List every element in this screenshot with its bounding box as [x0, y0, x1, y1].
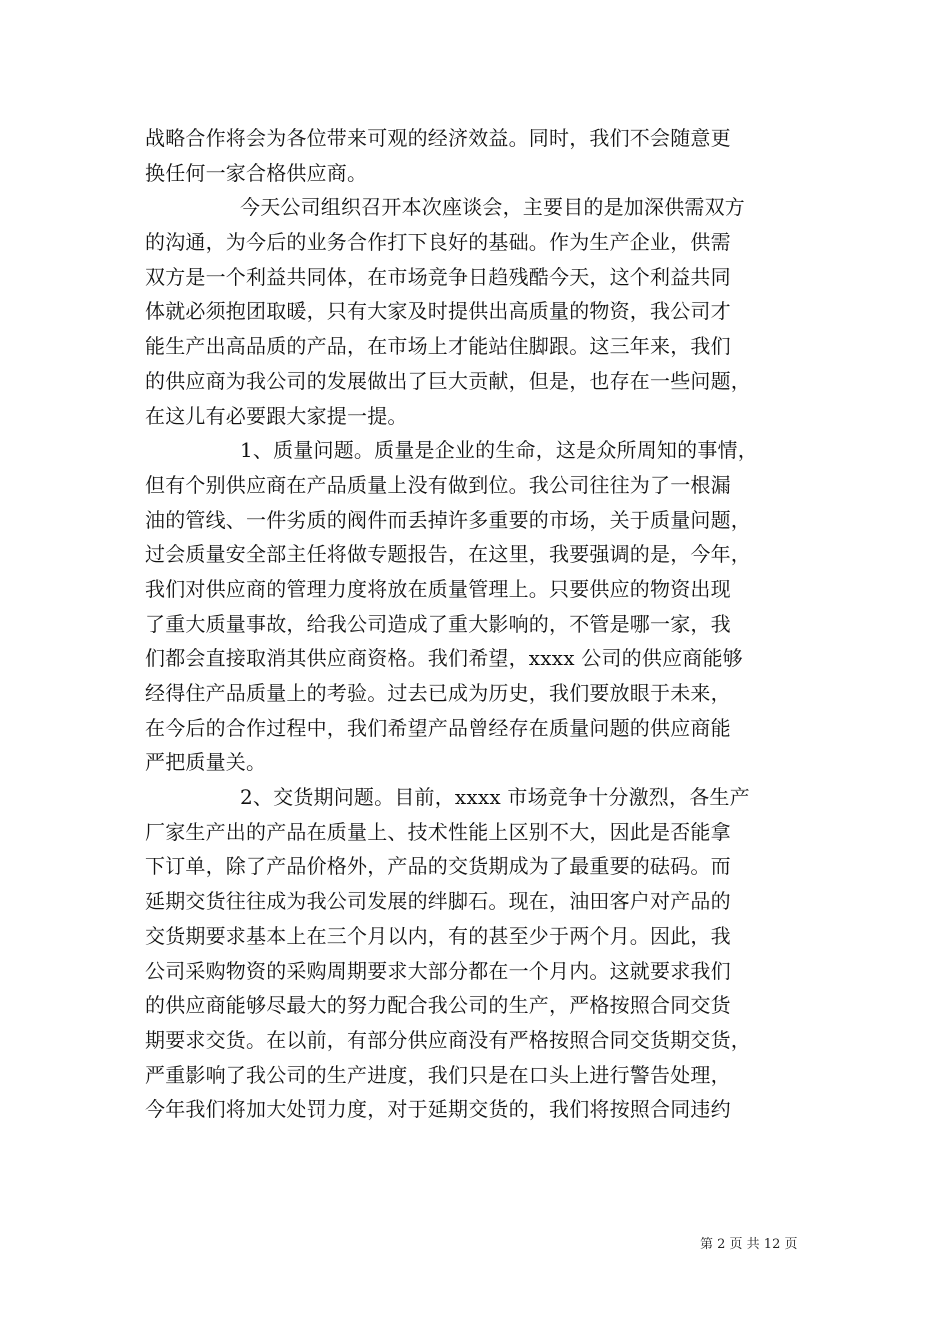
body-line: 期要求交货。在以前，有部分供应商没有严格按照合同交货期交货，	[145, 1027, 751, 1052]
body-line: 厂家生产出的产品在质量上、技术性能上区别不大，因此是否能拿	[145, 819, 731, 844]
body-line: 公司采购物资的采购周期要求大部分都在一个月内。这就要求我们	[145, 958, 731, 983]
body-line: 的沟通，为今后的业务合作打下良好的基础。作为生产企业，供需	[145, 230, 731, 255]
body-line: 的供应商为我公司的发展做出了巨大贡献，但是，也存在一些问题，	[145, 368, 751, 393]
body-line: 们都会直接取消其供应商资格。我们希望，xxxx 公司的供应商能够	[145, 646, 743, 671]
body-line: 在这儿有必要跟大家提一提。	[145, 403, 408, 428]
body-line: 换任何一家合格供应商。	[145, 160, 368, 185]
body-line: 的供应商能够尽最大的努力配合我公司的生产，严格按照合同交货	[145, 993, 731, 1018]
body-line: 经得住产品质量上的考验。过去已成为历史，我们要放眼于未来，	[145, 681, 731, 705]
body-line: 体就必须抱团取暖，只有大家及时提供出高质量的物资，我公司才	[145, 299, 731, 324]
body-line: 双方是一个利益共同体，在市场竞争日趋残酷今天，这个利益共同	[145, 264, 731, 289]
body-line: 在今后的合作过程中，我们希望产品曾经存在质量问题的供应商能	[145, 715, 731, 740]
body-line: 延期交货往往成为我公司发展的绊脚石。现在，油田客户对产品的	[145, 889, 731, 914]
body-line: 交货期要求基本上在三个月以内，有的甚至少于两个月。因此，我	[145, 923, 731, 948]
body-line: 下订单，除了产品价格外，产品的交货期成为了最重要的砝码。而	[145, 854, 731, 879]
body-line: 严把质量关。	[145, 750, 267, 775]
paragraph-start-line: 1、质量问题。质量是企业的生命，这是众所周知的事情，	[240, 438, 758, 463]
body-line: 了重大质量事故，给我公司造成了重大影响的，不管是哪一家，我	[145, 611, 731, 636]
body-line: 过会质量安全部主任将做专题报告，在这里，我要强调的是，今年，	[145, 542, 751, 567]
body-line: 严重影响了我公司的生产进度，我们只是在口头上进行警告处理，	[145, 1062, 731, 1087]
body-line: 但有个别供应商在产品质量上没有做到位。我公司往往为了一根漏	[145, 472, 731, 497]
paragraph-start-line: 2、交货期问题。目前，xxxx 市场竞争十分激烈，各生产	[240, 785, 750, 810]
page-number-footer: 第 2 页 共 12 页	[700, 1237, 798, 1252]
document-body	[145, 121, 810, 1127]
body-line: 今年我们将加大处罚力度，对于延期交货的，我们将按照合同违约	[145, 1097, 731, 1122]
body-line: 油的管线、一件劣质的阀件而丢掉许多重要的市场，关于质量问题，	[145, 507, 751, 532]
body-line: 战略合作将会为各位带来可观的经济效益。同时，我们不会随意更	[145, 126, 731, 150]
body-line: 我们对供应商的管理力度将放在质量管理上。只要供应的物资出现	[145, 576, 731, 601]
body-line: 能生产出高品质的产品，在市场上才能站住脚跟。这三年来，我们	[145, 334, 731, 359]
paragraph-start-line: 今天公司组织召开本次座谈会，主要目的是加深供需双方	[240, 195, 745, 220]
